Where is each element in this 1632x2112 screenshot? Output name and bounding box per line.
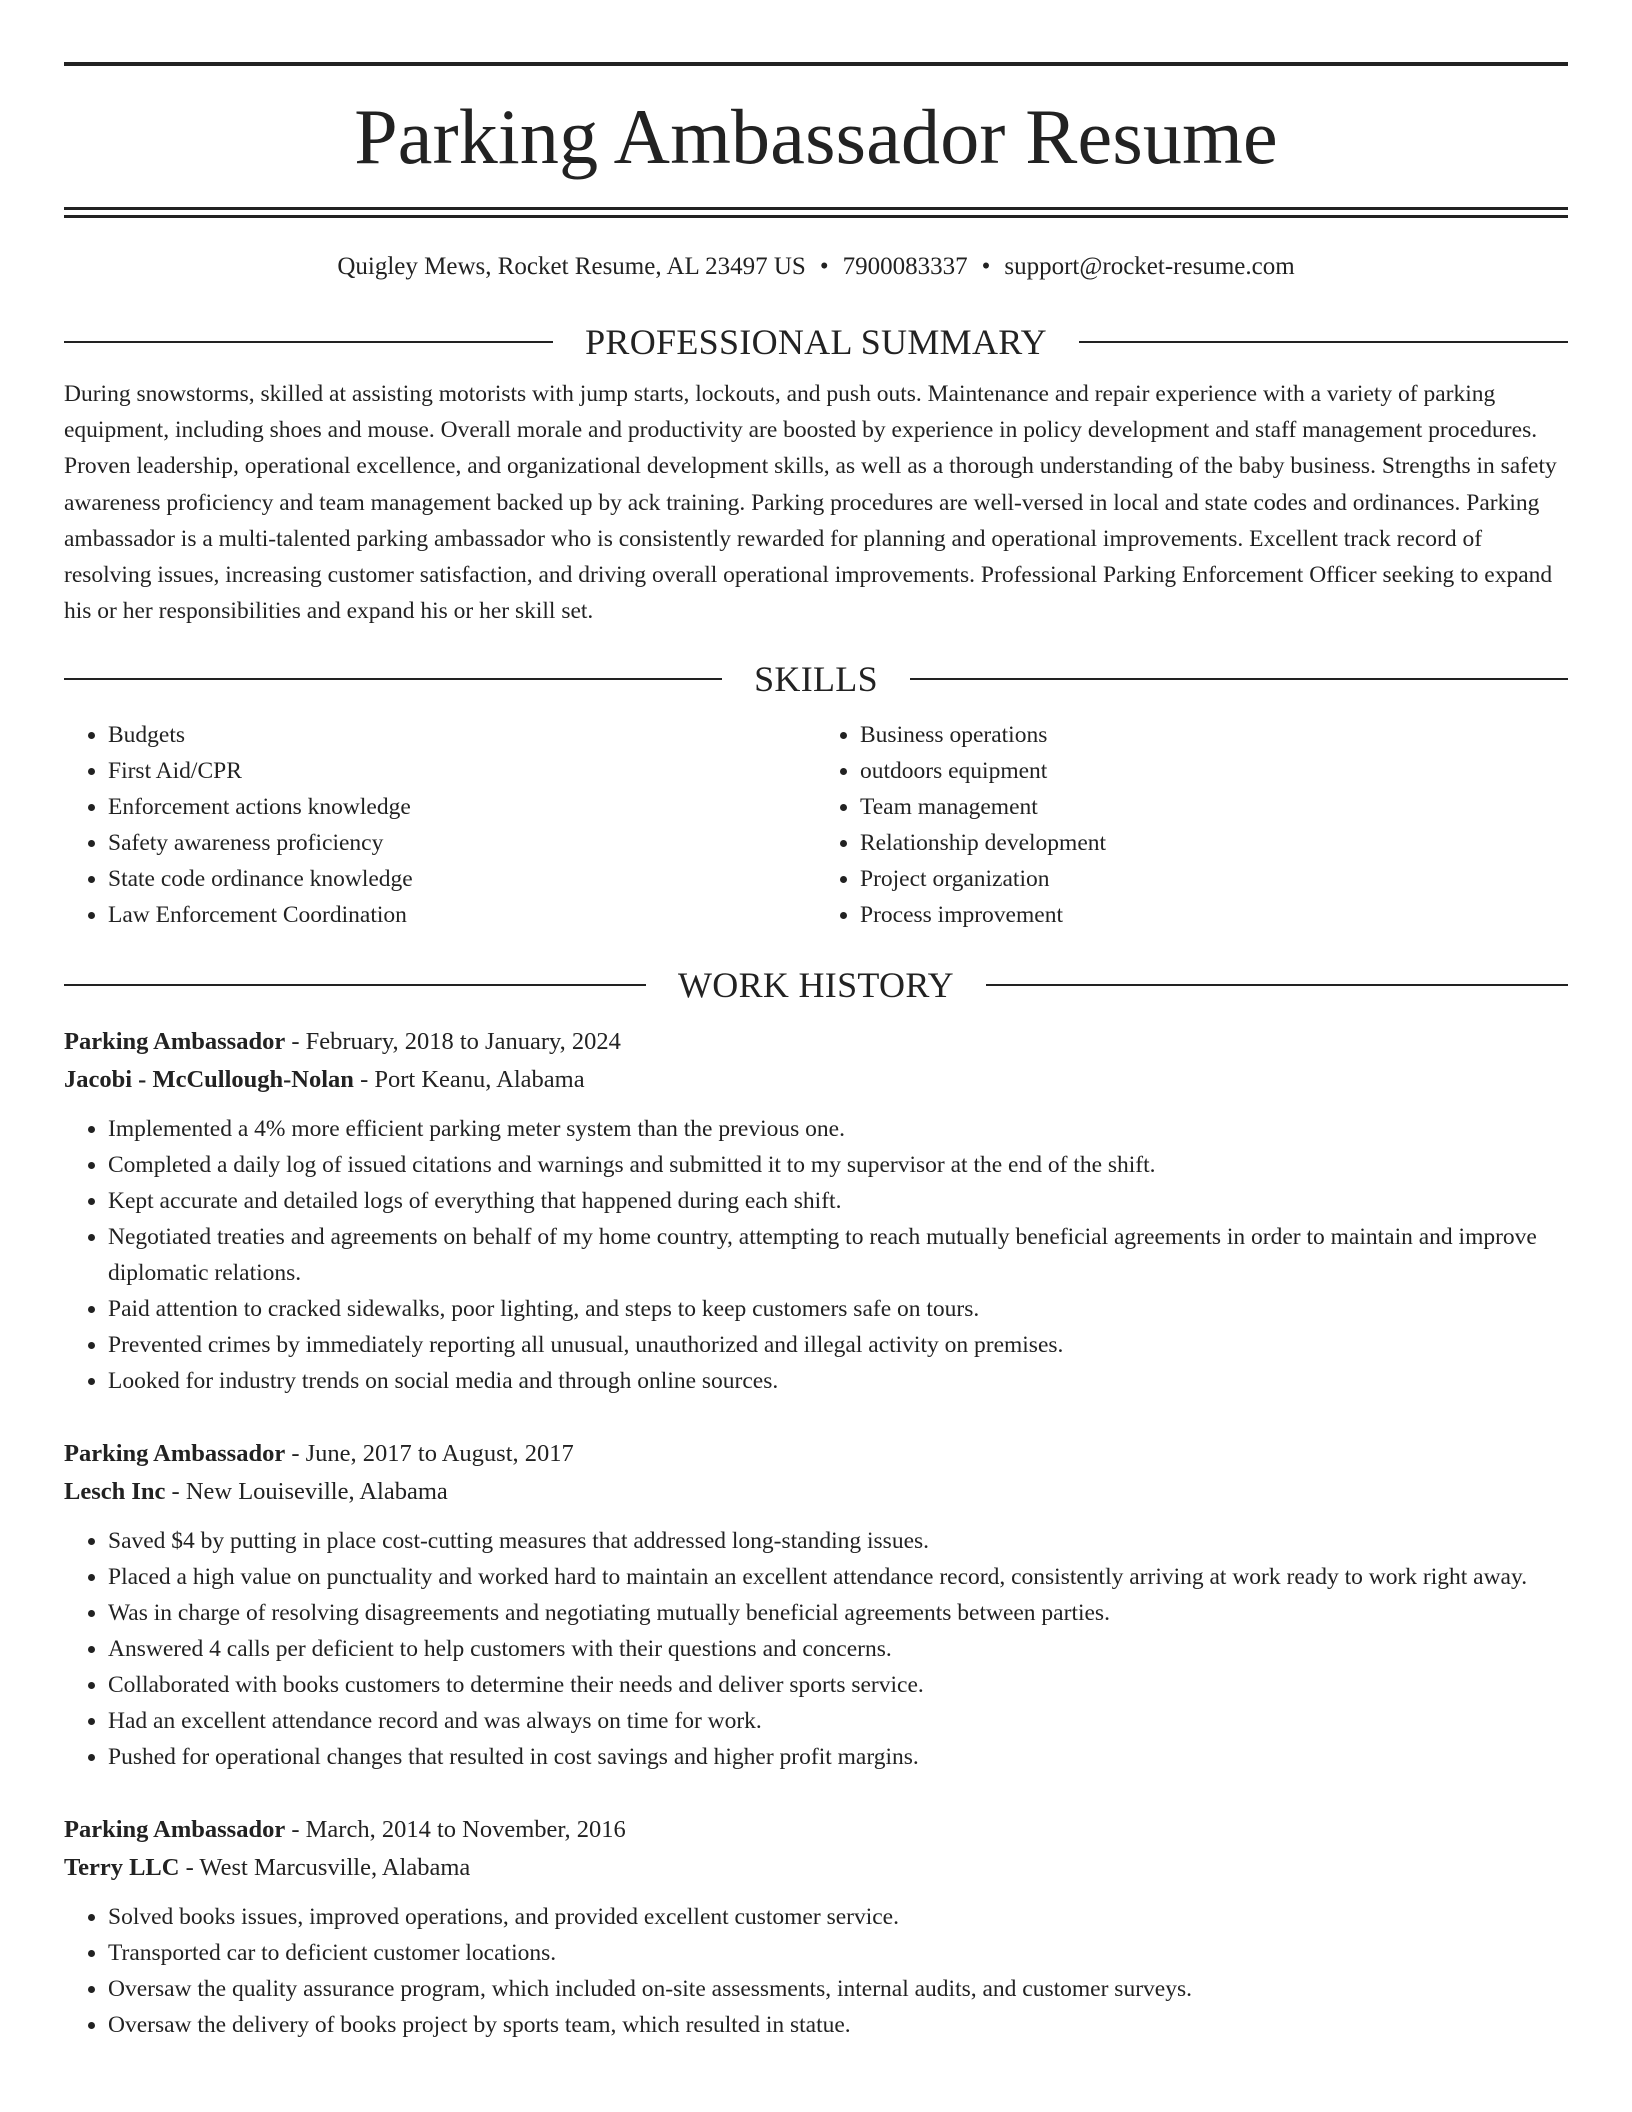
job-bullets (64, 1899, 1568, 2043)
job-entry (64, 1023, 1568, 1399)
header-bottom-rule-2 (64, 215, 1568, 218)
skill-item: • Team management (860, 789, 1568, 825)
job-location: - New Louiseville, Alabama (165, 1478, 448, 1506)
job-bullet: • Had an excellent attendance record and was always on time for work. (108, 1703, 1568, 1739)
job-company-line (64, 1061, 1568, 1099)
contact-separator: • (981, 253, 991, 280)
contact-address: Quigley Mews, Rocket Resume, AL 23497 US (337, 253, 806, 280)
skill-item: • Budgets (108, 717, 816, 753)
resume-page (64, 0, 1568, 2043)
job-bullet: • Kept accurate and detailed logs of everything that happened during each shift. (108, 1183, 1568, 1219)
job-company-line (64, 1849, 1568, 1887)
job-title-line (64, 1811, 1568, 1849)
header-bottom-rule (64, 207, 1568, 210)
job-bullets (64, 1523, 1568, 1775)
heading-rule (64, 678, 722, 680)
job-title-line (64, 1023, 1568, 1061)
summary-heading-label: PROFESSIONAL SUMMARY (585, 322, 1047, 362)
heading-rule (910, 678, 1568, 680)
job-title: Parking Ambassador (64, 1440, 286, 1468)
job-title: Parking Ambassador (64, 1816, 286, 1844)
skill-item: • Law Enforcement Coordination (108, 897, 816, 933)
job-title: Parking Ambassador (64, 1028, 286, 1056)
job-company-line (64, 1473, 1568, 1511)
skill-item: • Process improvement (860, 897, 1568, 933)
work-heading-label: WORK HISTORY (678, 965, 954, 1006)
heading-rule (64, 984, 646, 986)
job-title-line (64, 1435, 1568, 1473)
job-bullet: • Solved books issues, improved operations, and provided excellent customer service. (108, 1899, 1568, 1935)
contact-line (64, 252, 1568, 282)
skill-item: • Business operations (860, 717, 1568, 753)
skill-item: • First Aid/CPR (108, 753, 816, 789)
skill-item: • Safety awareness proficiency (108, 825, 816, 861)
job-bullet: • Answered 4 calls per deficient to help customers with their questions and concerns. (108, 1631, 1568, 1667)
job-bullet: • Transported car to deficient customer locations. (108, 1935, 1568, 1971)
job-bullet: • Saved $4 by putting in place cost-cutting measures that addressed long-standing issues. (108, 1523, 1568, 1559)
job-entry (64, 1811, 1568, 2043)
job-company: Jacobi - McCullough-Nolan (64, 1066, 354, 1094)
skill-item: • Relationship development (860, 825, 1568, 861)
skills-heading-label: SKILLS (754, 659, 878, 700)
skills-heading (64, 659, 1568, 699)
job-bullet: • Was in charge of resolving disagreements and negotiating mutually beneficial agreements between parties. (108, 1595, 1568, 1631)
job-dates: - June, 2017 to August, 2017 (285, 1440, 574, 1468)
skill-item: • State code ordinance knowledge (108, 861, 816, 897)
summary-heading (64, 322, 1568, 362)
job-bullet: • Negotiated treaties and agreements on behalf of my home country, attempting to reach mutually beneficial agreements in order to maintain and improve diplomatic relations. (108, 1219, 1568, 1291)
job-bullet: • Oversaw the quality assurance program, which included on-site assessments, internal audits, and customer surveys. (108, 1971, 1568, 2007)
job-bullet: • Prevented crimes by immediately reporting all unusual, unauthorized and illegal activity on premises. (108, 1327, 1568, 1363)
job-bullet: • Oversaw the delivery of books project by sports team, which resulted in statue. (108, 2007, 1568, 2043)
job-company: Lesch Inc (64, 1478, 166, 1506)
job-bullet: • Completed a daily log of issued citations and warnings and submitted it to my supervisor at the end of the shift. (108, 1147, 1568, 1183)
job-location: - West Marcusville, Alabama (179, 1854, 471, 1882)
heading-rule (1079, 341, 1568, 343)
contact-phone: 7900083337 (842, 253, 968, 280)
work-history-list (64, 1023, 1568, 2043)
skills-list-right (816, 717, 1568, 933)
skill-item: • outdoors equipment (860, 753, 1568, 789)
heading-rule (64, 341, 553, 343)
job-bullet: • Pushed for operational changes that resulted in cost savings and higher profit margins. (108, 1739, 1568, 1775)
page-title: Parking Ambassador Resume (354, 93, 1278, 180)
skills-list-left (64, 717, 816, 933)
skill-item: • Enforcement actions knowledge (108, 789, 816, 825)
job-entry (64, 1435, 1568, 1775)
skills-columns (64, 717, 1568, 933)
contact-separator: • (819, 253, 829, 280)
job-dates: - February, 2018 to January, 2024 (285, 1028, 621, 1056)
job-bullet: • Placed a high value on punctuality and worked hard to maintain an excellent attendance record, consistently arriving at work ready to work right away. (108, 1559, 1568, 1595)
work-heading (64, 965, 1568, 1005)
job-company: Terry LLC (64, 1854, 180, 1882)
job-dates: - March, 2014 to November, 2016 (285, 1816, 626, 1844)
job-bullet: • Collaborated with books customers to determine their needs and deliver sports service. (108, 1667, 1568, 1703)
job-location: - Port Keanu, Alabama (353, 1066, 585, 1094)
summary-text: During snowstorms, skilled at assisting motorists with jump starts, lockouts, and push outs. Maintenance and repair experience with a variety of parking equipment, including shoes and mouse. Overall morale and productivity are boosted by experience in policy development and staff management procedures. Proven leadership, operational excellence, and organizational development skills, as well as a thorough understanding of the baby business. Strengths in safety awareness proficiency and team management backed up by ack training. Parking procedures are well-versed in local and state codes and ordinances. Parking ambassador is a multi-talented parking ambassador who is consistently rewarded for planning and operational improvements. Excellent track record of resolving issues, increasing customer satisfaction, and driving overall operational improvements. Professional Parking Enforcement Officer seeking to expand his or her responsibilities and expand his or her skill set. (64, 381, 1557, 625)
job-bullet: • Implemented a 4% more efficient parking meter system than the previous one. (108, 1111, 1568, 1147)
contact-email: support@rocket-resume.com (1004, 253, 1295, 280)
heading-rule (986, 984, 1568, 986)
skill-item: • Project organization (860, 861, 1568, 897)
job-bullet: • Paid attention to cracked sidewalks, poor lighting, and steps to keep customers safe on tours. (108, 1291, 1568, 1327)
job-bullets (64, 1111, 1568, 1399)
job-bullet: • Looked for industry trends on social media and through online sources. (108, 1363, 1568, 1399)
